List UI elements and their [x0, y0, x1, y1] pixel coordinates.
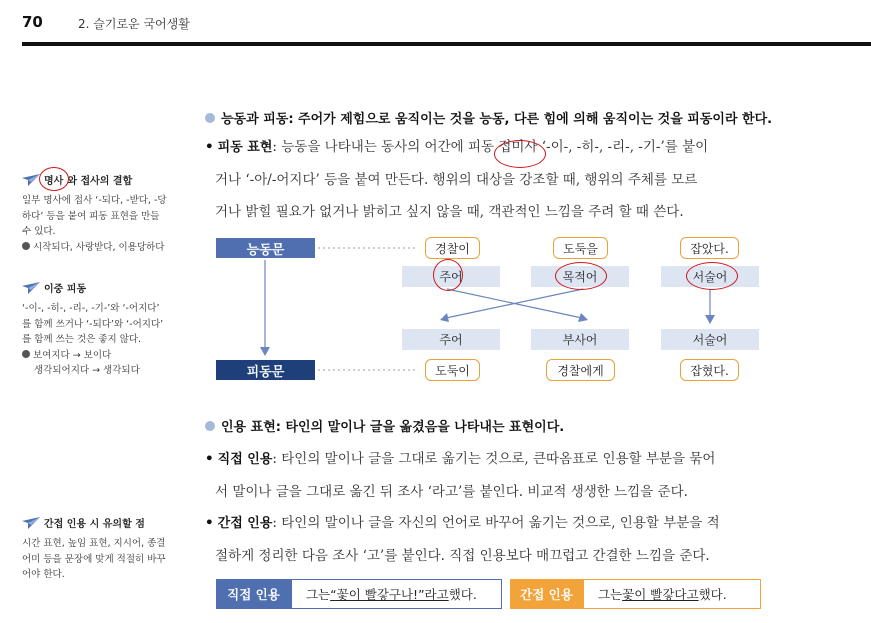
- passive-role-adverbial: 부사어: [531, 329, 629, 350]
- example-text: 시작되다, 사랑받다, 이용당하다: [33, 241, 165, 253]
- text-span: 그는: [306, 587, 331, 602]
- sidebar-note-title-text: 이중 피동: [44, 284, 87, 295]
- active-sentence-label: 능동문: [216, 238, 315, 258]
- term-label: 간접 인용: [217, 516, 273, 531]
- sidebar-line: 일부 명사에 접사 ‘-되다, -받다, -당: [22, 195, 167, 206]
- active-role-subject: 주어: [402, 266, 500, 287]
- text-span: : 타인의 말이나 글을 자신의 언어로 바꾸어 옮기는 것으로, 인용할 부분을 적: [272, 515, 720, 531]
- direct-quote-paragraph: [205, 443, 775, 508]
- active-role-predicate: 서술어: [661, 266, 759, 287]
- sidebar-line: 시간 표현, 높임 표현, 지시어, 종결: [22, 538, 166, 549]
- active-word-caught: 잡았다.: [680, 237, 739, 259]
- sidebar-note-title-rest: 와 접사의 결합: [67, 176, 133, 187]
- term-label: 직접 인용: [217, 452, 273, 467]
- bullet-mark: •: [205, 515, 214, 531]
- bullet-mark: •: [205, 451, 214, 467]
- sidebar-note-title-text: 간접 인용 시 유의할 점: [44, 519, 145, 530]
- paragraph-line: [205, 443, 775, 476]
- bullet-dot: [205, 421, 215, 431]
- sidebar-line: ‘-이-, -히-, -리-, -기-’와 ‘-어지다’: [22, 303, 160, 314]
- sidebar-line: 를 함께 쓰거나 ‘-되다’와 ‘-어지다’: [22, 318, 164, 330]
- text-span: 그는: [598, 587, 623, 602]
- paragraph-line: 서 말이나 글을 그대로 옮긴 뒤 조사 ‘라고’를 붙인다. 비교적 생생한 느낌을 준다.: [215, 484, 688, 500]
- example-text: 보여지다 → 보이다: [33, 349, 112, 361]
- active-role-object: 목적어: [531, 266, 629, 287]
- paragraph-line: 절하게 정리한 다음 조사 ‘고’를 붙인다. 직접 인용보다 매끄럽고 간결한 느낌을 준다.: [215, 548, 710, 564]
- sidebar-line: 하다’ 등을 붙여 피동 표현을 만들: [22, 210, 160, 222]
- paragraph-line: 거나 ‘-아/-어지다’ 등을 붙여 만든다. 행위의 대상을 강조할 때, 행위의 주체를 모르: [215, 172, 698, 188]
- section-heading-text: 인용 표현: 타인의 말이나 글을 옮겼음을 나타내는 표현이다.: [221, 420, 565, 435]
- chapter-title: 2. 슬기로운 국어생활: [78, 17, 190, 31]
- term-label: 피동 표현: [217, 140, 273, 155]
- sidebar-note-title-noun: 명사: [44, 176, 64, 187]
- paragraph-line: [205, 507, 775, 540]
- indirect-quote-example-sentence: [583, 579, 761, 609]
- text-span: 했다.: [698, 587, 727, 602]
- text-span: : 타인의 말이나 글을 그대로 옮기는 것으로, 큰따옴표로 인용할 부분을 묶어: [272, 451, 716, 467]
- suffix-word: 접미사: [498, 139, 538, 155]
- section-heading-quotation: [205, 416, 564, 435]
- passive-role-predicate: 서술어: [661, 329, 759, 350]
- passive-word-thief: 도둑이: [425, 359, 480, 381]
- sidebar-line: 어야 한다.: [22, 569, 65, 580]
- red-circle-mark: [686, 262, 738, 290]
- sidebar-line: 어미 등을 문장에 맞게 적절히 바꾸: [22, 553, 166, 565]
- direct-quote-example-sentence: [291, 579, 502, 609]
- active-word-police: 경찰이: [425, 237, 480, 259]
- passive-word-police: 경찰에게: [546, 359, 615, 381]
- paragraph-line: 거나 밝힐 필요가 없거나 밝히고 싶지 않을 때, 객관적인 느낌을 주려 할 때 쓴다.: [215, 204, 684, 220]
- indirect-quote-paragraph: [205, 507, 775, 572]
- text-span: ‘-이-, -히-, -리-, -기-’를 붙이: [537, 139, 709, 155]
- bullet-mark: •: [205, 139, 214, 155]
- passive-word-caught: 잡혔다.: [680, 359, 739, 381]
- text-span: 했다.: [448, 587, 477, 602]
- example-text: 생각되어지다 → 생각되다: [34, 365, 140, 376]
- section-heading-text: 능동과 피동: 주어가 제힘으로 움직이는 것을 능동, 다른 힘에 의해 움직이는 것을 피동이라 한다.: [221, 112, 773, 127]
- sidebar-line: 수 있다.: [22, 226, 56, 237]
- passive-sentence-label: 피동문: [216, 360, 315, 380]
- red-circle-mark: [433, 259, 463, 291]
- indirect-quote-example-label: 간접 인용: [510, 579, 583, 609]
- text-span: : 능동을 나타내는 동사의 어간에 피동: [272, 139, 499, 155]
- quoted-part: “꽃이 빨갛구나!”라고: [330, 587, 449, 602]
- passive-role-subject: 주어: [402, 329, 500, 350]
- page-number: 70: [22, 13, 43, 31]
- sidebar-line: 를 함께 쓰는 것은 좋지 않다.: [22, 334, 142, 345]
- direct-quote-example-label: 직접 인용: [216, 579, 291, 609]
- active-word-thief: 도둑을: [553, 237, 608, 259]
- quoted-part: 꽃이 빨갛다고: [622, 587, 699, 602]
- red-circle-mark: [555, 262, 607, 290]
